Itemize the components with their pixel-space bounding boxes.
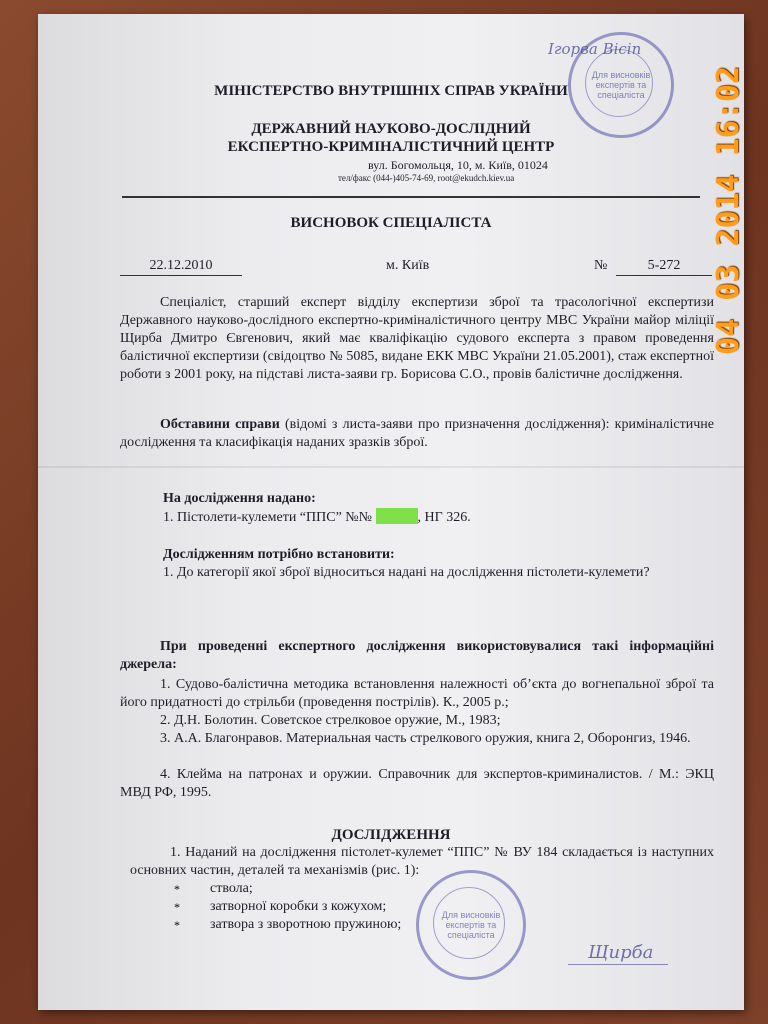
header-divider xyxy=(122,196,700,198)
document-city: м. Київ xyxy=(386,258,430,273)
research-bullet-3: затвора з зворотною пружиною; xyxy=(210,917,402,932)
signature-bottom: Щирба xyxy=(588,942,654,963)
provided-item-suffix: , НГ 326. xyxy=(417,510,471,525)
redaction-mark xyxy=(376,508,418,524)
stamp-bottom-text: Для висновків експертів та спеціаліста xyxy=(441,910,501,940)
center-address: вул. Богомольця, 10, м. Київ, 01024 xyxy=(368,158,548,172)
signature-line xyxy=(568,964,668,965)
document-number: 5-272 xyxy=(616,257,712,276)
source-item-1: 1. Судово-балістична методика встановлення належності об’єкта до вогнепальної зброї та його придатності до стрільби (проведення пострілів). К., 2005 р.; xyxy=(120,677,714,710)
official-stamp-bottom xyxy=(416,870,526,980)
source-item-3: 3. А.А. Благонравов. Материальная часть стрелкового оружия, книга 2, Оборонгиз, 1946. xyxy=(160,731,691,746)
bullet-1-symbol: * xyxy=(174,882,180,896)
bullet-3-symbol: * xyxy=(174,918,180,932)
stamp-top-text: Для висновків експертів та спеціаліста xyxy=(591,70,651,100)
camera-date-text: 04 03 2014 16:02 xyxy=(710,65,746,355)
signature-top: Ігорвa Вісіп xyxy=(548,40,642,58)
center-name-line2: ЕКСПЕРТНО-КРИМІНАЛІСТИЧНИЙ ЦЕНТР xyxy=(227,139,555,155)
circumstances-label: Обставини справи xyxy=(160,417,280,432)
circumstances-text: (відомі з листа-заяви про призначення дослідження): криміналістичне дослідження та класифікація наданих зразків зброї. xyxy=(120,417,714,450)
document-sheet xyxy=(38,14,744,1010)
research-bullet-2: затворної коробки з кожухом; xyxy=(210,899,387,914)
source-item-4: 4. Клейма на патронах и оружии. Справочник для экспертов-криминалистов. / М.: ЭКЦ МВД РФ, 1995. xyxy=(120,767,714,800)
stamp-inner-ring xyxy=(433,887,505,959)
source-item-2: 2. Д.Н. Болотин. Советское стрелковое оружие, М., 1983; xyxy=(160,713,501,728)
research-intro: 1. Наданий на дослідження пістолет-кулемет “ППС” № ВУ 184 складається із наступних основних частин, деталей та механізмів (рис. 1): xyxy=(130,845,714,878)
provided-item xyxy=(163,508,471,527)
camera-date-overlay xyxy=(710,20,746,400)
intro-paragraph: Спеціаліст, старший експерт відділу експертизи зброї та трасологічної експертизи Державного науково-дослідного експертно-криміналістичного центру МВС України майор міліції Щирба Дмитро Євгенович, який має кваліфікацію судового експерта з правом проведення балістичної експертизи (свідоцтво № 5085, видане ЕКК МВС України 21.05.2001), стаж експертної роботи з 2001 року, на підставі листа-заяви гр. Борисова С.О., провів балістичне дослідження. xyxy=(120,295,714,382)
research-heading: ДОСЛІДЖЕННЯ xyxy=(331,827,451,843)
document-date: 22.12.2010 xyxy=(120,257,242,276)
circumstances-paragraph xyxy=(120,416,714,452)
provided-item-prefix: 1. Пістолети-кулемети “ППС” №№ xyxy=(163,510,376,525)
center-contacts: тел/факс (044-)405-74-69, root@ekudch.kiev.ua xyxy=(338,173,515,183)
establish-heading: Дослідженням потрібно встановити: xyxy=(163,547,395,562)
paper-fold xyxy=(38,466,744,468)
center-name-line1: ДЕРЖАВНИЙ НАУКОВО-ДОСЛІДНИЙ xyxy=(251,121,531,137)
research-bullet-1: ствола; xyxy=(210,881,253,896)
stamp-inner-ring xyxy=(585,49,653,117)
establish-item: 1. До категорії якої зброї відноситься надані на дослідження пістолети-кулемети? xyxy=(163,565,650,580)
number-label: № xyxy=(594,258,608,273)
bullet-2-symbol: * xyxy=(174,900,180,914)
provided-heading: На дослідження надано: xyxy=(163,491,316,506)
sources-heading: При проведенні експертного дослідження використовувалися такі інформаційні джерела: xyxy=(120,639,714,672)
document-title: ВИСНОВОК СПЕЦІАЛІСТА xyxy=(290,215,492,231)
ministry-name: МІНІСТЕРСТВО ВНУТРІШНІХ СПРАВ УКРАЇНИ xyxy=(214,83,568,99)
